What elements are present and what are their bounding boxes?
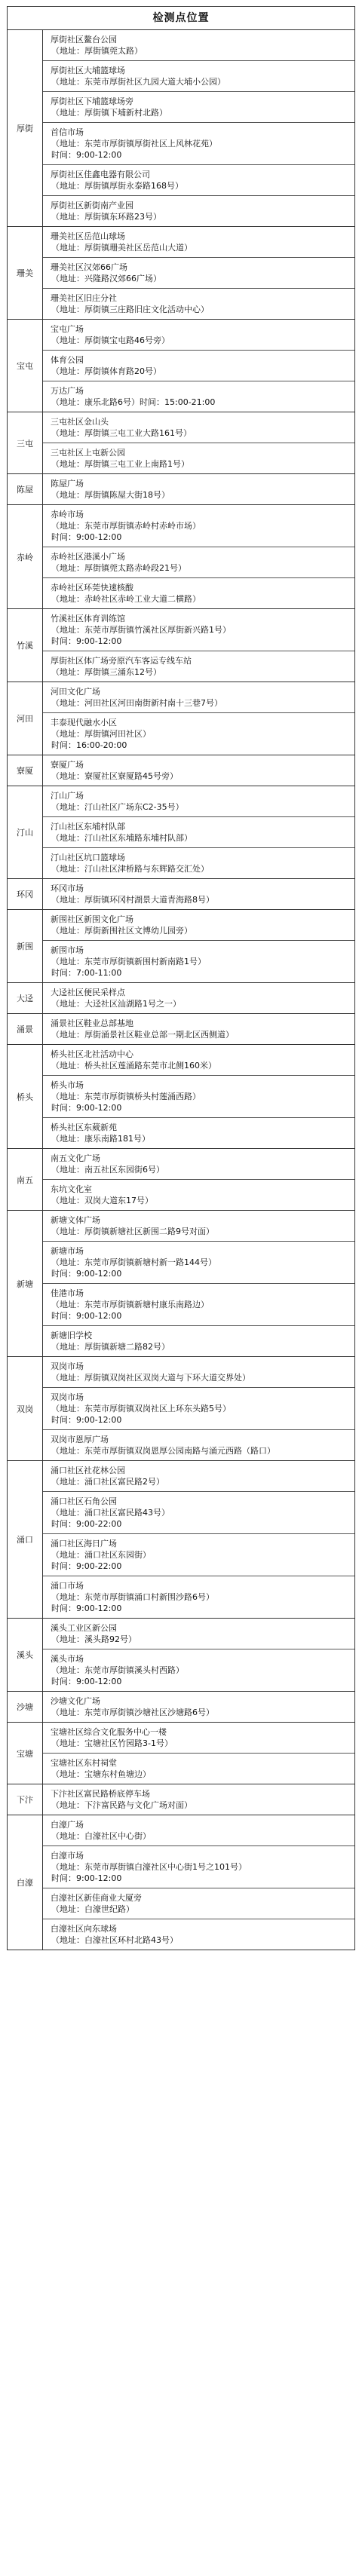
site-address: （地址：寮厦社区寮厦路45号旁） bbox=[51, 771, 178, 781]
town-row bbox=[8, 609, 355, 682]
site-hours: 时间：9:00-22:00 bbox=[51, 1519, 122, 1529]
site-hours: 时间：9:00-12:00 bbox=[51, 1677, 122, 1686]
site-entry bbox=[43, 1387, 354, 1429]
town-name: 沙塘 bbox=[8, 1692, 43, 1723]
site-name: 厚街社区大埔篮球场 bbox=[51, 66, 125, 75]
site-name: 白濠社区向东球场 bbox=[51, 1924, 117, 1934]
town-name: 河田 bbox=[8, 682, 43, 755]
site-address: （地址：涌口社区富民路2号） bbox=[51, 1477, 164, 1487]
site-list bbox=[43, 910, 355, 983]
site-name: 珊美社区汉郊66广场 bbox=[51, 262, 127, 272]
site-entry bbox=[43, 1357, 354, 1387]
site-address: （地址：厚街镇新塘二路82号） bbox=[51, 1342, 170, 1352]
site-entry bbox=[43, 910, 354, 940]
town-row bbox=[8, 1357, 355, 1461]
site-list bbox=[43, 879, 355, 910]
site-name: 体育公园 bbox=[51, 355, 84, 365]
site-entry bbox=[43, 1723, 354, 1753]
site-address: （地址：东莞市厚街镇新塘村新一路144号） bbox=[51, 1257, 216, 1267]
site-hours: 时间：9:00-12:00 bbox=[51, 1415, 122, 1425]
site-name: 宝屯广场 bbox=[51, 324, 84, 334]
site-address: （地址：东莞市厚街镇双岗恩厚公园南路与涌元西路（路口） bbox=[51, 1446, 275, 1456]
town-row bbox=[8, 1149, 355, 1211]
site-name: 陈屋广场 bbox=[51, 479, 84, 489]
site-list bbox=[43, 227, 355, 320]
town-row bbox=[8, 1619, 355, 1692]
site-address: （地址：厚街镇宝屯路46号旁） bbox=[51, 335, 170, 345]
site-address: （地址：东莞市厚街镇厚街社区上风林花苑） bbox=[51, 139, 217, 149]
site-list bbox=[43, 1045, 355, 1149]
site-hours: 时间：7:00-11:00 bbox=[51, 968, 122, 978]
site-list bbox=[43, 320, 355, 412]
site-name: 竹溪社区体育训练馆 bbox=[51, 614, 125, 623]
town-row bbox=[8, 1784, 355, 1815]
town-row bbox=[8, 1045, 355, 1149]
site-name: 汀山社区坑口篮球场 bbox=[51, 853, 125, 862]
site-address: （地址：南五社区东园街6号） bbox=[51, 1165, 164, 1175]
site-entry bbox=[43, 1815, 354, 1845]
site-entry bbox=[43, 879, 354, 909]
page-title: 检测点位置 bbox=[7, 6, 355, 29]
site-address: （地址：厚街镇莞太路赤岭段21号） bbox=[51, 563, 186, 573]
site-entry bbox=[43, 164, 354, 195]
site-list bbox=[43, 1461, 355, 1619]
site-hours: 时间：16:00-20:00 bbox=[51, 740, 127, 750]
site-name: 溪头工业区新公园 bbox=[51, 1623, 117, 1633]
site-address: （地址：厚街镇厚街永泰路168号） bbox=[51, 181, 183, 191]
site-hours: 时间：9:00-12:00 bbox=[51, 532, 122, 542]
site-name: 赤岭社区环莞快速核酸 bbox=[51, 583, 133, 593]
site-name: 厚街社区体广场旁原汽车客运专线车站 bbox=[51, 656, 192, 666]
site-address: （地址：涌口社区东园街） bbox=[51, 1550, 151, 1560]
site-name: 沙塘文化广场 bbox=[51, 1696, 100, 1706]
town-name: 厚街 bbox=[8, 30, 43, 227]
site-hours: 时间：9:00-12:00 bbox=[51, 1269, 122, 1279]
site-entry bbox=[43, 1149, 354, 1179]
site-name: 涌口社区社花林公园 bbox=[51, 1466, 125, 1475]
town-row bbox=[8, 1211, 355, 1357]
site-name: 珊美社区旧庄分社 bbox=[51, 293, 117, 303]
site-entry bbox=[43, 257, 354, 288]
site-entry bbox=[43, 1784, 354, 1815]
site-list bbox=[43, 1211, 355, 1357]
site-hours: 时间：9:00-12:00 bbox=[51, 150, 122, 160]
site-address: （地址：厚街镇下埔新村北路） bbox=[51, 108, 167, 118]
site-entry bbox=[43, 983, 354, 1013]
site-entry bbox=[43, 1845, 354, 1888]
site-entry bbox=[43, 1283, 354, 1325]
site-entry bbox=[43, 30, 354, 60]
site-entry bbox=[43, 940, 354, 982]
site-entry bbox=[43, 1619, 354, 1649]
town-row bbox=[8, 910, 355, 983]
site-address: （地址：白濠世纪路） bbox=[51, 1904, 134, 1914]
site-list bbox=[43, 786, 355, 879]
town-row bbox=[8, 227, 355, 320]
site-entry bbox=[43, 60, 354, 91]
site-entry bbox=[43, 1692, 354, 1722]
site-name: 首信市场 bbox=[51, 127, 84, 137]
town-name: 宝塘 bbox=[8, 1723, 43, 1784]
site-entry bbox=[43, 1533, 354, 1576]
site-list bbox=[43, 30, 355, 227]
site-address: （地址：汀山社区东埔路东埔村队部） bbox=[51, 833, 192, 843]
site-name: 厚街社区佳鑫电器有限公司 bbox=[51, 170, 150, 179]
site-name: 新塘旧学校 bbox=[51, 1331, 92, 1340]
site-list bbox=[43, 474, 355, 505]
site-entry bbox=[43, 1241, 354, 1283]
site-entry bbox=[43, 1461, 354, 1491]
town-name: 汀山 bbox=[8, 786, 43, 879]
site-name: 南五文化广场 bbox=[51, 1153, 100, 1163]
site-address: （地址：东莞市厚街镇双岗社区上环东头路5号） bbox=[51, 1404, 231, 1414]
site-entry bbox=[43, 195, 354, 226]
site-name: 下汴社区富民路桥底停车场 bbox=[51, 1789, 150, 1799]
town-name: 赤岭 bbox=[8, 505, 43, 609]
site-name: 涌口社区石角公园 bbox=[51, 1496, 117, 1506]
site-name: 新塘文体广场 bbox=[51, 1215, 100, 1225]
site-address: （地址：康乐南路181号） bbox=[51, 1134, 150, 1144]
town-row bbox=[8, 879, 355, 910]
site-address: （地址：河田社区河田南街新村南十三巷7号） bbox=[51, 698, 222, 708]
site-entry bbox=[43, 1325, 354, 1356]
town-row bbox=[8, 1014, 355, 1045]
site-entry bbox=[43, 381, 354, 412]
site-entry bbox=[43, 320, 354, 350]
town-name: 大迳 bbox=[8, 983, 43, 1014]
town-row bbox=[8, 1461, 355, 1619]
site-name: 涌口社区海日广场 bbox=[51, 1539, 117, 1548]
site-address: （地址：厚街镇三屯工业大路161号） bbox=[51, 428, 192, 438]
site-list bbox=[43, 983, 355, 1014]
site-list bbox=[43, 682, 355, 755]
site-entry bbox=[43, 350, 354, 381]
site-hours: 时间：9:00-12:00 bbox=[51, 1873, 122, 1883]
town-name: 桥头 bbox=[8, 1045, 43, 1149]
site-name: 河田文化广场 bbox=[51, 687, 100, 697]
site-address: （地址：厚街镇三涌东12号） bbox=[51, 667, 161, 677]
site-list bbox=[43, 1619, 355, 1692]
site-address: （地址：厚街镇环冈村湖景大道青海路8号） bbox=[51, 895, 214, 905]
site-entry bbox=[43, 1179, 354, 1210]
town-row bbox=[8, 786, 355, 879]
town-name: 竹溪 bbox=[8, 609, 43, 682]
site-entry bbox=[43, 609, 354, 651]
site-address: （地址：东莞市厚街镇沙塘社区沙塘路6号） bbox=[51, 1708, 214, 1717]
site-name: 汀山社区东埔村队部 bbox=[51, 822, 125, 832]
site-address: （地址：大迳社区汕湖路1号之一） bbox=[51, 999, 181, 1009]
site-entry bbox=[43, 712, 354, 755]
site-address: （地址：白濠社区中心街） bbox=[51, 1831, 151, 1841]
site-name: 丰泰现代融水小区 bbox=[51, 718, 117, 727]
town-row bbox=[8, 505, 355, 609]
site-list bbox=[43, 1815, 355, 1950]
site-address: （地址：厚街涌景社区鞋业总部一期北区西侧道） bbox=[51, 1030, 234, 1040]
site-address: （地址：东莞市厚街镇赤岭村赤岭市场） bbox=[51, 521, 201, 531]
site-name: 双岗市恩厚广场 bbox=[51, 1435, 109, 1444]
site-entry bbox=[43, 786, 354, 816]
site-address: （地址：兴隆路汉郊66广场） bbox=[51, 274, 161, 283]
site-address: （地址：厚街镇珊美社区岳范山大道） bbox=[51, 243, 192, 253]
site-address: （地址：厚街镇陈屋大街18号） bbox=[51, 490, 170, 500]
site-name: 三屯社区金山头 bbox=[51, 417, 109, 427]
site-address: （地址：东莞市厚街镇竹溪社区厚街新兴路1号） bbox=[51, 625, 231, 635]
site-address: （地址：宝塘东村鱼塘边） bbox=[51, 1769, 151, 1779]
town-name: 陈屋 bbox=[8, 474, 43, 505]
site-entry bbox=[43, 1491, 354, 1533]
site-name: 佳港市场 bbox=[51, 1288, 84, 1298]
site-entry bbox=[43, 1576, 354, 1618]
site-name: 宝塘社区综合文化服务中心一楼 bbox=[51, 1727, 167, 1737]
site-name: 万达广场 bbox=[51, 386, 84, 396]
site-hours: 时间：9:00-12:00 bbox=[51, 636, 122, 646]
site-hours: 时间：9:00-12:00 bbox=[51, 1603, 122, 1613]
site-entry bbox=[43, 1919, 354, 1950]
site-entry bbox=[43, 816, 354, 847]
site-address: （地址：白濠社区环村北路43号） bbox=[51, 1935, 178, 1945]
site-address: （地址：厚街新围社区文博幼儿园旁） bbox=[51, 926, 192, 936]
site-entry bbox=[43, 1753, 354, 1784]
town-row bbox=[8, 682, 355, 755]
site-address: （地址：下汴富民路与文化广场对面） bbox=[51, 1800, 192, 1810]
site-hours: 时间：9:00-12:00 bbox=[51, 1311, 122, 1321]
site-entry bbox=[43, 288, 354, 319]
town-name: 白濠 bbox=[8, 1815, 43, 1950]
site-hours: 时间：9:00-12:00 bbox=[51, 1103, 122, 1113]
site-address: （地址：东莞市厚街镇新围村新南路1号） bbox=[51, 957, 206, 966]
site-address: （地址：厚街镇莞太路） bbox=[51, 46, 143, 56]
site-entry bbox=[43, 1014, 354, 1044]
town-name: 溪头 bbox=[8, 1619, 43, 1692]
site-list bbox=[43, 1149, 355, 1211]
site-name: 东坑文化室 bbox=[51, 1184, 92, 1194]
site-address: （地址：厚街镇东环路23号） bbox=[51, 212, 161, 222]
site-address: （地址：桥头社区莲涌路东莞市北侧160米） bbox=[51, 1061, 216, 1071]
site-address: （地址：涌口社区富民路43号） bbox=[51, 1508, 170, 1518]
town-name: 南五 bbox=[8, 1149, 43, 1211]
site-entry bbox=[43, 547, 354, 577]
town-name: 珊美 bbox=[8, 227, 43, 320]
site-name: 赤岭社区港溪小广场 bbox=[51, 552, 125, 562]
site-entry bbox=[43, 412, 354, 443]
town-name: 宝屯 bbox=[8, 320, 43, 412]
site-name: 涌景社区鞋业总部基地 bbox=[51, 1018, 133, 1028]
site-name: 珊美社区岳范山球场 bbox=[51, 231, 125, 241]
site-name: 双岗市场 bbox=[51, 1362, 84, 1371]
site-name: 大迳社区便民采样点 bbox=[51, 988, 125, 997]
site-address: （地址：厚街镇三庄路旧庄文化活动中心） bbox=[51, 305, 209, 314]
site-entry bbox=[43, 443, 354, 473]
site-entry bbox=[43, 122, 354, 164]
site-address: （地址：双岗大道东17号） bbox=[51, 1196, 153, 1205]
site-hours: 时间：9:00-22:00 bbox=[51, 1561, 122, 1571]
site-address: （地址：汀山社区广场东C2-35号） bbox=[51, 802, 184, 812]
site-name: 厚街社区下埔篮球场旁 bbox=[51, 96, 133, 106]
site-name: 赤岭市场 bbox=[51, 510, 84, 519]
site-entry bbox=[43, 1045, 354, 1075]
site-name: 新围社区新围文化广场 bbox=[51, 914, 133, 924]
site-list bbox=[43, 609, 355, 682]
town-name: 新围 bbox=[8, 910, 43, 983]
site-name: 桥头社区北社活动中心 bbox=[51, 1049, 133, 1059]
site-list bbox=[43, 412, 355, 474]
site-name: 汀山广场 bbox=[51, 791, 84, 801]
town-row bbox=[8, 474, 355, 505]
town-name: 环冈 bbox=[8, 879, 43, 910]
site-entry bbox=[43, 1075, 354, 1117]
locations-table bbox=[7, 29, 355, 1950]
site-list bbox=[43, 1357, 355, 1461]
site-name: 三屯社区上屯新公园 bbox=[51, 448, 125, 458]
site-address: （地址：厚街镇体育路20号） bbox=[51, 366, 161, 376]
town-row bbox=[8, 983, 355, 1014]
site-list bbox=[43, 1014, 355, 1045]
site-list bbox=[43, 1723, 355, 1784]
site-name: 双岗市场 bbox=[51, 1392, 84, 1402]
town-name: 新塘 bbox=[8, 1211, 43, 1357]
site-name: 新围市场 bbox=[51, 945, 84, 955]
site-entry bbox=[43, 1211, 354, 1241]
testing-locations-sheet bbox=[7, 0, 355, 1950]
town-name: 双岗 bbox=[8, 1357, 43, 1461]
site-name: 寮厦广场 bbox=[51, 760, 84, 770]
site-name: 桥头社区东葳新苑 bbox=[51, 1123, 117, 1132]
site-entry bbox=[43, 577, 354, 608]
site-name: 白濠社区新佳商业大厦旁 bbox=[51, 1893, 142, 1903]
site-name: 厚街社区鳌台公园 bbox=[51, 35, 117, 44]
site-entry bbox=[43, 1888, 354, 1919]
site-name: 白濠广场 bbox=[51, 1820, 84, 1830]
site-entry bbox=[43, 755, 354, 786]
site-name: 白濠市场 bbox=[51, 1851, 84, 1861]
town-row bbox=[8, 30, 355, 227]
town-name: 寮厦 bbox=[8, 755, 43, 786]
site-name: 新塘市场 bbox=[51, 1246, 84, 1256]
site-name: 溪头市场 bbox=[51, 1654, 84, 1664]
site-name: 环冈市场 bbox=[51, 884, 84, 893]
site-address: （地址：东莞市厚街镇桥头村莲涌西路） bbox=[51, 1092, 201, 1101]
site-entry bbox=[43, 1429, 354, 1460]
site-address: （地址：东莞市厚街镇新塘村康乐南路边） bbox=[51, 1300, 209, 1309]
site-name: 厚街社区新街南产业园 bbox=[51, 201, 133, 210]
site-address: （地址：东莞市厚街镇溪头村西路） bbox=[51, 1665, 184, 1675]
site-entry bbox=[43, 682, 354, 712]
site-name: 涌口市场 bbox=[51, 1581, 84, 1591]
site-address: （地址：东莞市厚街社区九园大道大埔小公园） bbox=[51, 77, 225, 87]
town-name: 下汴 bbox=[8, 1784, 43, 1815]
town-name: 涌景 bbox=[8, 1014, 43, 1045]
locations-table-body bbox=[8, 30, 355, 1950]
site-address: （地址：汀山社区津桥路与东辉路交汇处） bbox=[51, 864, 209, 874]
site-list bbox=[43, 755, 355, 786]
site-name: 桥头市场 bbox=[51, 1080, 84, 1090]
site-entry bbox=[43, 1117, 354, 1148]
site-list bbox=[43, 1784, 355, 1815]
site-address: （地址：溪头路92号） bbox=[51, 1634, 137, 1644]
site-name: 宝塘社区东村祠堂 bbox=[51, 1758, 117, 1768]
town-row bbox=[8, 1815, 355, 1950]
site-list bbox=[43, 505, 355, 609]
town-row bbox=[8, 1723, 355, 1784]
site-entry bbox=[43, 651, 354, 682]
site-address: （地址：赤岭社区赤岭工业大道二横路） bbox=[51, 594, 201, 604]
site-address: （地址：厚街镇新塘社区新围二路9号对面） bbox=[51, 1227, 214, 1236]
site-address: （地址：宝塘社区竹园路3-1号） bbox=[51, 1738, 173, 1748]
site-address: （地址：康乐北路6号）时间：15:00-21:00 bbox=[51, 397, 216, 407]
town-name: 涌口 bbox=[8, 1461, 43, 1619]
site-entry bbox=[43, 474, 354, 504]
site-address: （地址：厚街镇河田社区） bbox=[51, 729, 151, 739]
site-address: （地址：东莞市厚街镇涌口村新围沙路6号） bbox=[51, 1592, 214, 1602]
site-address: （地址：厚街镇三屯工业上南路1号） bbox=[51, 459, 189, 469]
town-row bbox=[8, 320, 355, 412]
town-name: 三屯 bbox=[8, 412, 43, 474]
town-row bbox=[8, 1692, 355, 1723]
site-entry bbox=[43, 505, 354, 547]
town-row bbox=[8, 755, 355, 786]
site-entry bbox=[43, 1649, 354, 1691]
site-entry bbox=[43, 847, 354, 878]
site-list bbox=[43, 1692, 355, 1723]
site-entry bbox=[43, 91, 354, 122]
site-entry bbox=[43, 227, 354, 257]
site-address: （地址：东莞市厚街镇白濠社区中心街1号之101号） bbox=[51, 1862, 247, 1872]
site-address: （地址：厚街镇双岗社区双岗大道与下环大道交界处） bbox=[51, 1373, 250, 1383]
town-row bbox=[8, 412, 355, 474]
